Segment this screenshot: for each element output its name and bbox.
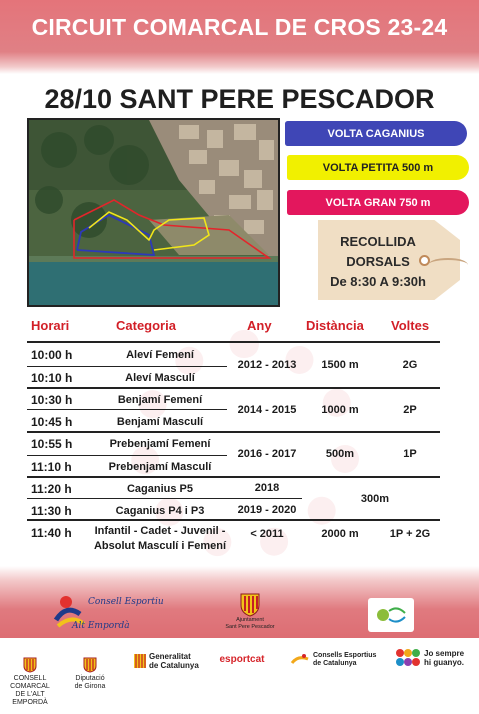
row-category: Caganius P5	[126, 483, 194, 495]
legend-label: VOLTA PETITA 500 m	[322, 161, 434, 174]
row-category: Caganius P4 i P3	[115, 505, 205, 517]
row-category: Prebenjamí Masculí	[108, 461, 212, 473]
row-time: 10:00 h	[31, 348, 73, 362]
logo-label: CONSELL COMARCAL DE L'ALT EMPORDÀ	[10, 675, 50, 706]
logo-diputacio	[72, 650, 108, 698]
legend-volta-petita	[287, 155, 469, 180]
group-distance: 2000 m	[321, 528, 359, 540]
table-rule	[27, 366, 227, 367]
table-rule	[27, 341, 440, 343]
legend-label: VOLTA CAGANIUS	[327, 127, 425, 140]
dots-icon	[395, 648, 421, 668]
group-distance: 1000 m	[321, 404, 359, 416]
group-year: 2012 - 2013	[237, 359, 297, 371]
group-year: 2014 - 2015	[237, 404, 297, 416]
row-time: 10:45 h	[31, 415, 73, 429]
consell-line1: Consell Esportiu	[88, 597, 164, 607]
group-laps: 2P	[403, 404, 417, 416]
route-map	[27, 118, 280, 307]
ajuntament-name: Ajuntament Sant Pere Pescador	[225, 617, 275, 630]
logo-label: Generalitat de Catalunya	[149, 652, 199, 670]
tag-line: RECOLLIDA	[340, 234, 416, 249]
row-time: 11:20 h	[31, 482, 72, 496]
header-horari: Horari	[31, 318, 70, 333]
logo-esportcat: esportcat	[219, 654, 265, 665]
logo-consells-esportius	[290, 652, 384, 668]
group-laps: 1P	[403, 448, 417, 460]
partner-icon	[371, 601, 411, 629]
logo-label: Jo sempre hi guanyo.	[424, 649, 465, 667]
shield-icon	[83, 657, 97, 673]
row-category: Benjamí Femení	[117, 394, 203, 406]
consell-esportiu-logo	[52, 590, 164, 636]
group-distance: 1500 m	[321, 359, 359, 371]
row-category: Aleví Femení	[126, 349, 194, 361]
group-year: 2016 - 2017	[237, 448, 297, 460]
shield-icon	[239, 591, 261, 617]
header-any: Any	[247, 318, 272, 333]
group-year: 2018	[254, 482, 280, 494]
tag-line: De 8:30 A 9:30h	[330, 274, 426, 289]
row-time: 10:30 h	[31, 393, 73, 407]
tag-line: DORSALS	[346, 254, 410, 269]
legend-label: VOLTA GRAN 750 m	[325, 196, 431, 209]
header-categoria: Categoria	[116, 318, 176, 333]
group-distance: 500m	[325, 448, 355, 460]
logo-label: Consells Esportius de Catalunya	[313, 652, 377, 667]
map-image	[29, 120, 278, 305]
row-time: 11:40 h	[31, 526, 72, 540]
shield-icon	[23, 657, 37, 673]
row-time: 11:10 h	[31, 460, 72, 474]
table-rule	[27, 498, 302, 499]
event-title: 28/10 SANT PERE PESCADOR	[44, 84, 435, 114]
row-category: Aleví Masculí	[125, 372, 195, 384]
logo-generalitat	[134, 652, 204, 670]
row-time: 10:55 h	[31, 437, 73, 451]
logo-consell-comarcal	[2, 650, 58, 714]
table-rule	[27, 455, 227, 456]
group-laps: 2G	[402, 359, 418, 371]
runner-icon	[290, 653, 310, 667]
row-time: 11:30 h	[31, 504, 72, 518]
table-rule	[27, 476, 440, 478]
group-year: 2019 - 2020	[237, 504, 297, 516]
table-rule	[27, 431, 440, 433]
row-category: Benjamí Masculí	[116, 416, 204, 428]
legend-volta-caganius	[285, 121, 467, 146]
header-distancia: Distància	[306, 318, 364, 333]
ajuntament-logo	[222, 586, 278, 636]
row-category: Infantil - Cadet - Juvenil - Absolut Masculí i Femení	[93, 525, 227, 552]
tag-string-icon	[428, 258, 468, 272]
table-rule	[27, 409, 227, 410]
table-rule	[27, 387, 440, 389]
header-voltes: Voltes	[391, 318, 430, 333]
poster-title: CIRCUIT COMARCAL DE CROS 23-24	[31, 14, 448, 40]
row-time: 10:10 h	[31, 371, 73, 385]
group-year: < 2011	[250, 528, 284, 540]
logo-jo-sempre-hi-guanyo	[395, 648, 477, 668]
legend-volta-gran	[287, 190, 469, 215]
consell-esportiu-icon	[52, 590, 164, 636]
group-laps: 1P + 2G	[389, 528, 431, 540]
consell-line2: Alt Empordà	[72, 621, 130, 631]
senyera-icon	[134, 654, 146, 668]
row-category: Prebenjamí Femení	[109, 438, 211, 450]
group-distance: 300m	[360, 493, 390, 505]
partner-logo	[368, 598, 414, 632]
table-rule	[27, 519, 440, 521]
logo-label: Diputació de Girona	[74, 675, 106, 690]
